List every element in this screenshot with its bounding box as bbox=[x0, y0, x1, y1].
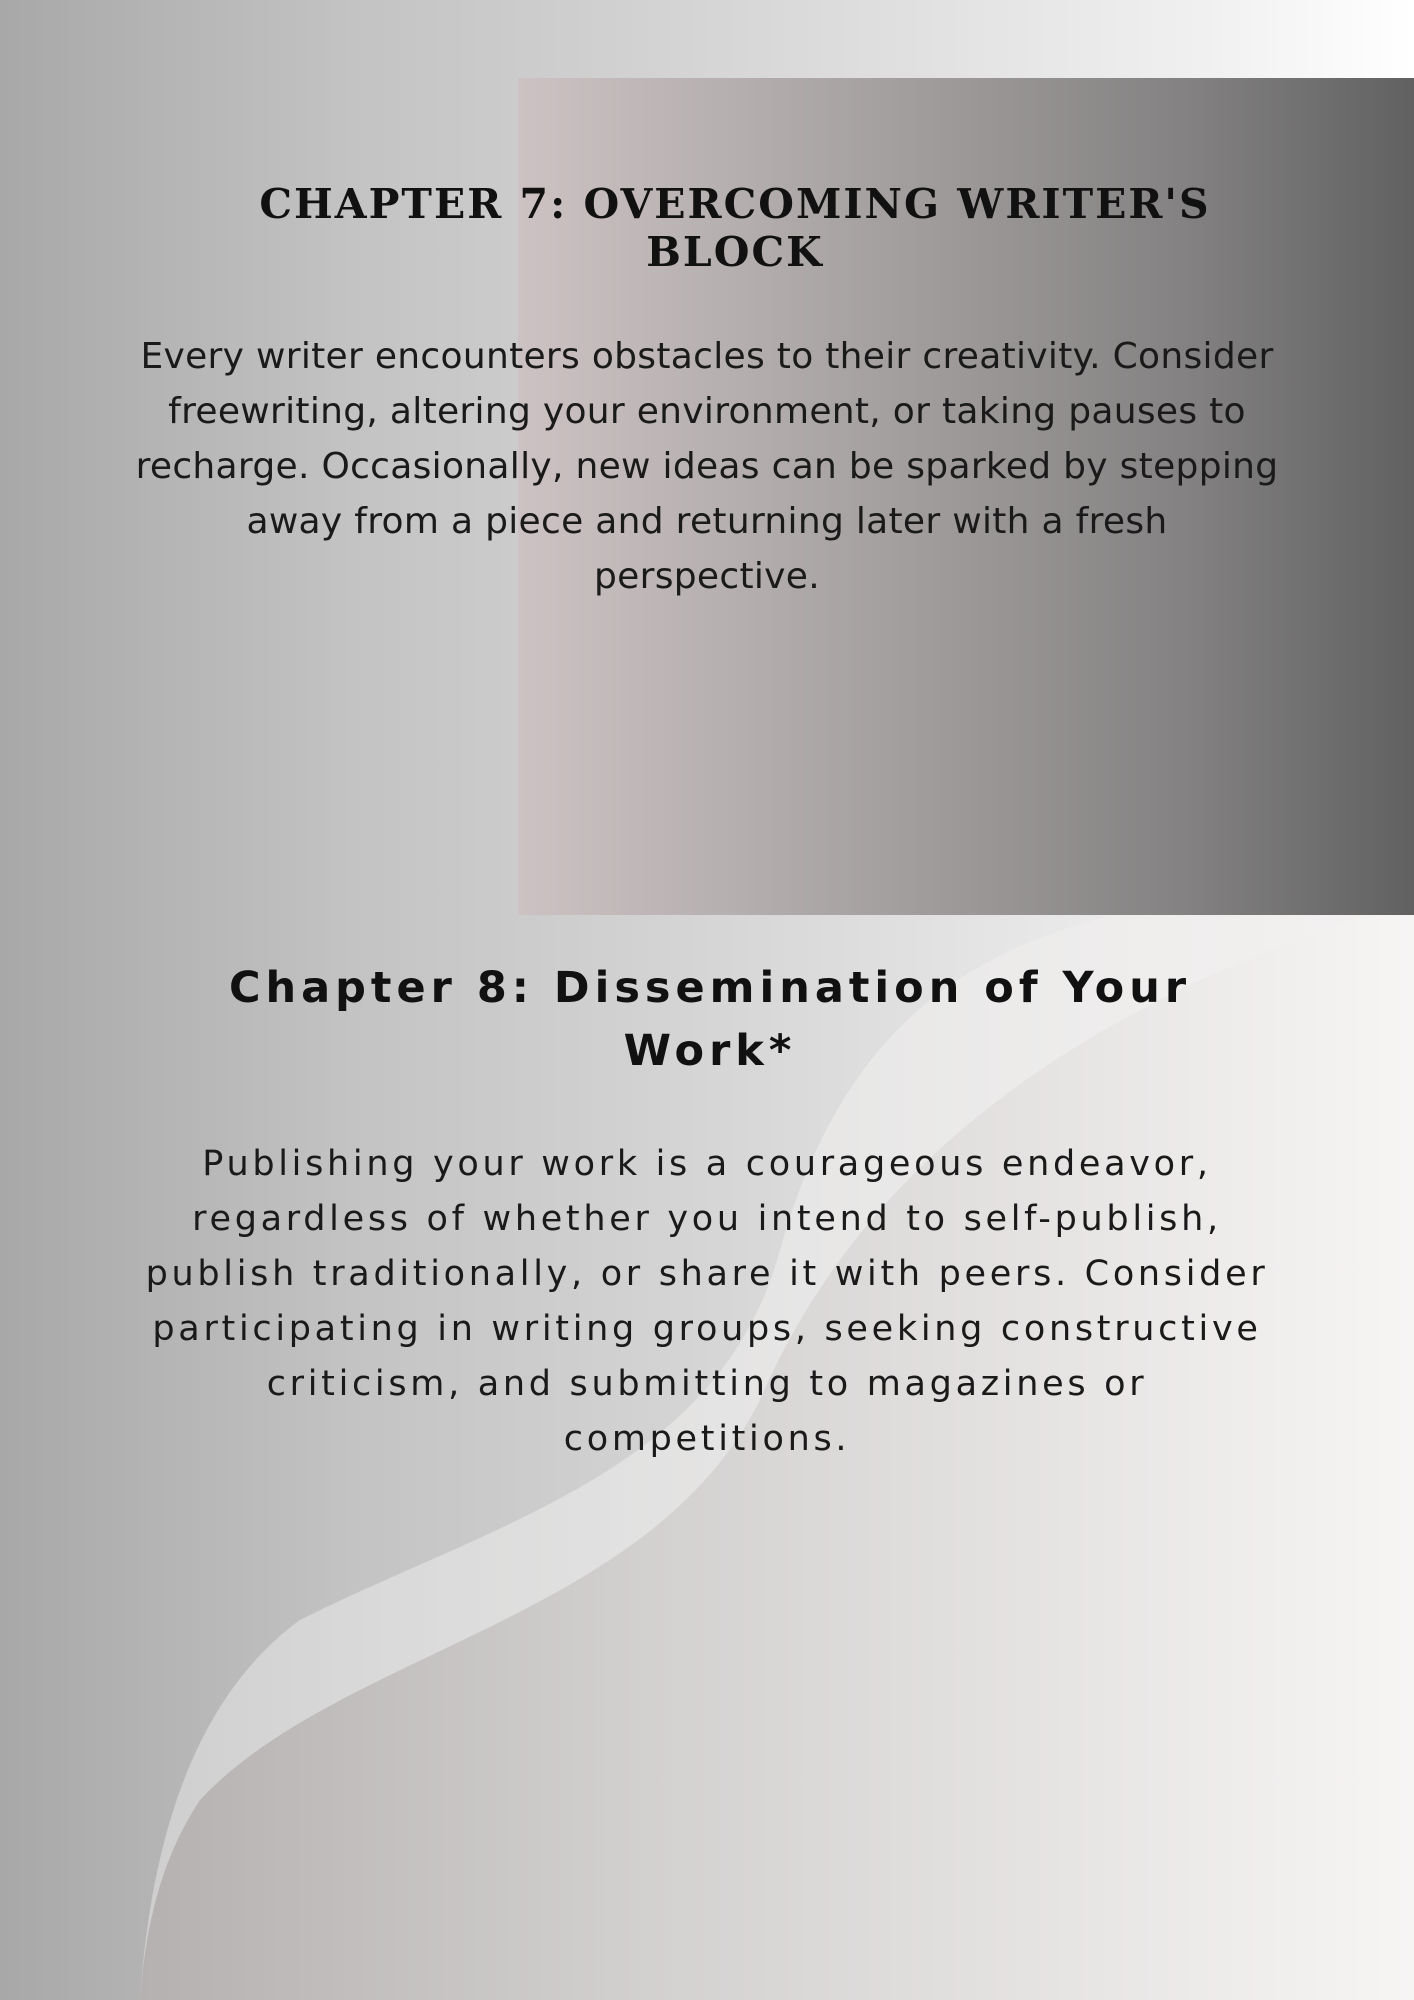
chapter-7-body: Every writer encounters obstacles to their creativity. Consider freewriting, altering your environment, or taking pauses to recharge. Occasionally, new ideas can be sparked by stepping away from a piece and returning later with a fresh perspective. bbox=[135, 336, 1279, 597]
chapter-7-title: CHAPTER 7: OVERCOMING WRITER'S BLOCK bbox=[259, 180, 1211, 276]
chapter-8-title: Chapter 8: Dissemination of Your Work* bbox=[228, 963, 1192, 1076]
chapter-8-body: Publishing your work is a courageous endeavor, regardless of whether you intend to self-publish, publish traditionally, or share it with peers. Consider participating in writing groups, seeking constructive criticism, and submitting to magazines or competitions. bbox=[145, 1144, 1269, 1459]
